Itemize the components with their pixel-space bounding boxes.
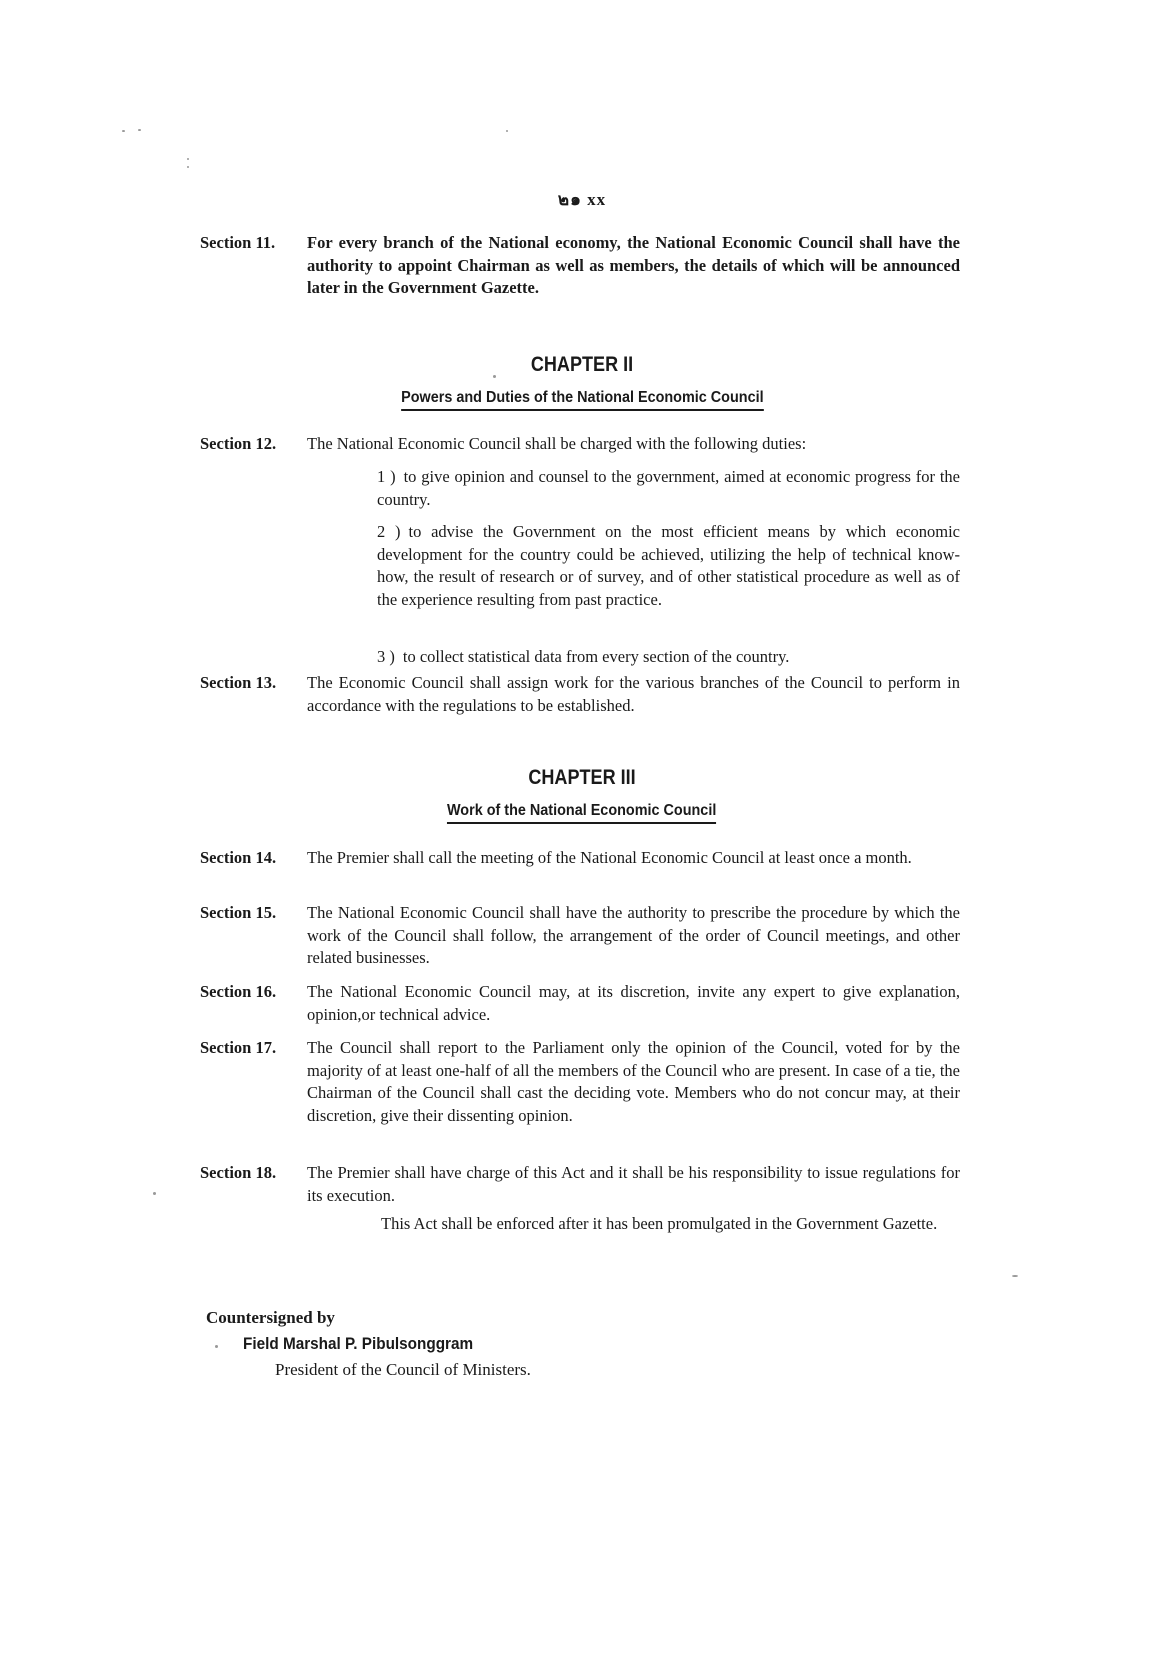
section-label: Section 12. bbox=[200, 434, 277, 453]
duty-text: to give opinion and counsel to the government, aimed at economic progress for the country. bbox=[377, 467, 960, 509]
duty-text: to advise the Government on the most efficient means by which economic development for the country could be achieved, utilizing the help of technical know-how, the result of research or of survey, and of other statistical procedure as well as of the experience resulting from past practice. bbox=[377, 522, 960, 609]
section-label: Section 18. bbox=[200, 1163, 277, 1182]
section-label: Section 11. bbox=[200, 233, 276, 252]
section-text: The Economic Council shall assign work for the various branches of the Council to perform in accordance with the regulations to be established. bbox=[307, 673, 960, 715]
section-text: The National Economic Council shall be charged with the following duties: bbox=[307, 434, 807, 453]
section-label: Section 16. bbox=[200, 982, 277, 1001]
scan-speck bbox=[153, 1192, 156, 1195]
scan-speck bbox=[506, 130, 508, 132]
scan-speck bbox=[1012, 1275, 1018, 1277]
section-14 bbox=[200, 847, 960, 870]
chapter-3-subtitle: Work of the National Economic Council bbox=[447, 802, 716, 824]
scan-speck bbox=[138, 129, 141, 131]
duty-text: to collect statistical data from every section of the country. bbox=[402, 647, 790, 666]
section-label: Section 17. bbox=[200, 1038, 277, 1057]
section-text: The National Economic Council may, at its discretion, invite any expert to give explanation, opinion,or technical advice. bbox=[307, 982, 960, 1024]
duty-number: 1 ) bbox=[377, 467, 396, 486]
section-text: The Premier shall have charge of this Act and it shall be his responsibility to issue regulations for its execution. bbox=[307, 1163, 960, 1205]
scan-speck bbox=[215, 1345, 218, 1348]
section-label: Section 14. bbox=[200, 848, 277, 867]
duty-number: 3 ) bbox=[377, 647, 395, 666]
section-label: Section 15. bbox=[200, 903, 277, 922]
section-text: The Council shall report to the Parliament only the opinion of the Council, voted for by the majority of at least one-half of all the members of the Council who are present. In case of a tie, the Chairman of the Council shall cast the deciding vote. Members who do not concur may, at their discretion, give their dissenting opinion. bbox=[307, 1038, 960, 1125]
signatory-name: Field Marshal P. Pibulsonggram bbox=[243, 1334, 474, 1353]
duty-number: 2 ) bbox=[377, 522, 401, 541]
section-text: The Premier shall call the meeting of the National Economic Council at least once a month. bbox=[307, 848, 912, 867]
section-16 bbox=[200, 981, 960, 1026]
scan-speck bbox=[122, 130, 125, 132]
page-number-header: ๒๑ xx bbox=[557, 190, 607, 209]
countersigned-label: Countersigned by bbox=[206, 1308, 335, 1327]
section-11 bbox=[200, 232, 960, 300]
duty-item bbox=[377, 466, 960, 511]
section-label: Section 13. bbox=[200, 673, 277, 692]
signatory-title: President of the Council of Ministers. bbox=[275, 1360, 531, 1379]
duty-item bbox=[377, 521, 960, 611]
section-17 bbox=[200, 1037, 960, 1127]
section-text: For every branch of the National economy, the National Economic Council shall have the authority to appoint Chairman as well as members, the details of which will be announced later in the Government Gazette. bbox=[307, 233, 960, 297]
section-12 bbox=[200, 433, 960, 456]
enactment-clause: This Act shall be enforced after it has been promulgated in the Government Gazette. bbox=[381, 1214, 938, 1233]
duty-item bbox=[377, 646, 960, 669]
chapter-3-title: CHAPTER III bbox=[528, 766, 636, 789]
scan-speck bbox=[187, 158, 189, 160]
section-13 bbox=[200, 672, 960, 717]
scan-speck bbox=[493, 375, 496, 378]
chapter-2-title: CHAPTER II bbox=[530, 353, 634, 376]
section-18 bbox=[200, 1162, 960, 1207]
scan-speck bbox=[187, 166, 189, 168]
chapter-2-subtitle: Powers and Duties of the National Economic Council bbox=[401, 389, 763, 411]
section-15 bbox=[200, 902, 960, 970]
section-text: The National Economic Council shall have the authority to prescribe the procedure by which the work of the Council shall follow, the arrangement of the order of Council meetings, and other related businesses. bbox=[307, 903, 960, 967]
